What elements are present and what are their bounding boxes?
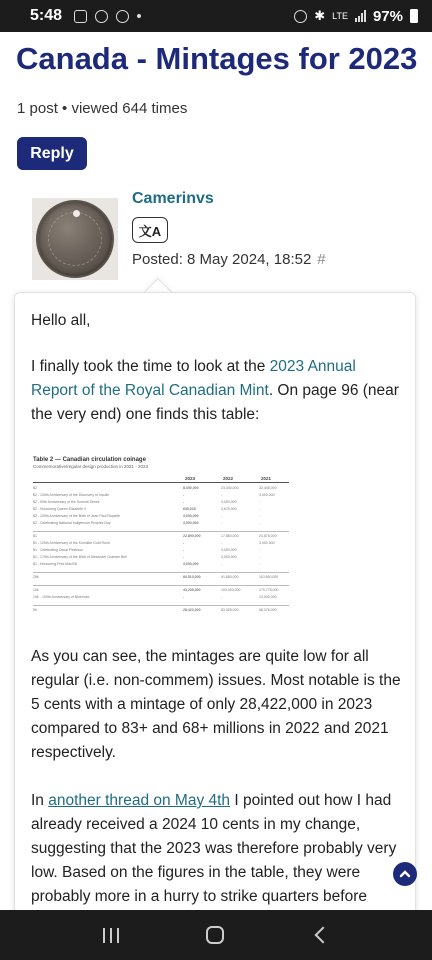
table-cell: 17,884,000 — [221, 534, 239, 538]
table-row — [33, 507, 289, 512]
reply-button[interactable]: Reply — [17, 137, 87, 170]
permalink[interactable]: # — [317, 251, 326, 268]
table-row — [33, 575, 289, 580]
home-button[interactable] — [206, 926, 224, 944]
table-row — [33, 588, 289, 593]
table-row-label: $2 - Honouring Queen Elizabeth II — [33, 507, 86, 511]
table-cell: 91,680,000 — [221, 575, 239, 579]
table-row-label: $2 - 100th Anniversary of the Birth of Jean Paul Riopelle — [33, 514, 120, 518]
instagram-notification-icon — [95, 10, 108, 23]
table-row — [33, 548, 289, 553]
scroll-to-top-button[interactable] — [393, 862, 417, 886]
topic-stats: 1 post • viewed 644 times — [17, 100, 188, 117]
post-timestamp — [132, 251, 326, 268]
p1-text-after: . On page 96 (near the very end) one finds this table: — [31, 382, 399, 424]
table-cell: - — [221, 562, 223, 566]
author-name[interactable]: Camerinvs — [132, 190, 214, 207]
table-cell: - — [259, 500, 261, 504]
table-row-label: $2 — [33, 486, 37, 490]
table-cell: - — [259, 507, 261, 511]
table-cell: 630,025 — [183, 507, 196, 511]
p1-text-before: I finally took the time to look at the — [31, 358, 270, 375]
table-subtitle: Commemorative/regular design production in 2021 - 2023 — [33, 464, 149, 469]
table-cell: - — [183, 500, 185, 504]
table-row — [33, 534, 289, 539]
table-row-label: $2 - Celebrating National Indigenous Peoples Day — [33, 521, 111, 525]
table-row — [33, 608, 289, 613]
table-cell: 3,000,000 — [183, 521, 199, 525]
table-row — [33, 595, 289, 600]
table-cell: 3,675,000 — [221, 507, 237, 511]
table-cell: - — [221, 493, 223, 497]
table-cell: - — [221, 541, 223, 545]
p3-text-before: In — [31, 792, 49, 809]
coin-ring — [48, 212, 102, 266]
mintage-table-image[interactable] — [33, 449, 289, 627]
bluetooth-icon: ✱ — [314, 8, 326, 23]
back-button[interactable] — [314, 927, 331, 944]
table-cell: 3,000,000 — [259, 541, 275, 545]
post-paragraph-1 — [31, 355, 403, 427]
table-row — [33, 493, 289, 498]
table-header-2021: 2021 — [261, 476, 272, 481]
page-title: Canada - Mintages for 2023 — [16, 41, 418, 76]
table-cell: 28,422,000 — [183, 608, 201, 612]
table-header-2023: 2023 — [185, 476, 196, 481]
recent-apps-button[interactable] — [103, 928, 119, 943]
table-cell: - — [259, 548, 261, 552]
post-body — [14, 292, 416, 932]
table-separator — [33, 531, 289, 532]
table-cell: 80,510,000 — [183, 575, 201, 579]
table-cell: - — [183, 541, 185, 545]
table-cell: 43,205,000 — [183, 588, 201, 592]
table-cell: 83,328,000 — [221, 608, 239, 612]
table-separator — [33, 605, 289, 606]
table-row-label: $1 - 175th Anniversary of the Birth of Alexander Graham Bell — [33, 555, 127, 559]
table-row-label: 5¢ — [33, 608, 37, 612]
table-cell: 110,560,000 — [259, 575, 279, 579]
battery-icon — [410, 9, 418, 23]
another-thread-link[interactable]: another thread on May 4th — [48, 792, 231, 809]
table-cell: - — [259, 555, 261, 559]
table-cell: - — [221, 514, 223, 518]
alarm-icon — [294, 10, 307, 23]
translate-button[interactable] — [132, 217, 168, 243]
status-bar — [0, 0, 432, 32]
chevron-up-icon — [399, 868, 411, 880]
system-nav-bar — [0, 910, 432, 960]
table-header-2022: 2022 — [223, 476, 234, 481]
table-cell: 13,000,000 — [259, 595, 277, 599]
table-separator — [33, 585, 289, 586]
battery-percentage: 97% — [372, 7, 403, 25]
table-cell: - — [183, 555, 185, 559]
more-notifications-icon — [137, 14, 141, 18]
coin-hole — [73, 210, 80, 217]
annual-report-link[interactable]: 2023 Annual Report of the Royal Canadian Mint — [31, 358, 356, 400]
table-cell: 24,875,000 — [259, 534, 277, 538]
gallery-notification-icon — [74, 10, 87, 23]
table-cell: 3,000,000 — [221, 548, 237, 552]
table-cell: - — [259, 521, 261, 525]
table-cell: - — [221, 595, 223, 599]
table-row-label: $2 - 50th Anniversary of the Summit Series — [33, 500, 100, 504]
table-row-label: $1 — [33, 534, 37, 538]
table-cell: 3,000,000 — [259, 493, 275, 497]
table-cell: 3,000,000 — [221, 500, 237, 504]
table-row — [33, 555, 289, 560]
signal-icon — [355, 10, 366, 22]
table-cell: 3,000,000 — [183, 514, 199, 518]
table-row — [33, 521, 289, 526]
table-cell: 103,400,000 — [221, 588, 241, 592]
table-cell: - — [259, 562, 261, 566]
p3-text-after: I pointed out how I had already received a 2024 10 cents in my change, suggesting that the 2023 was therefore probably very low. Based on the figures in the table, they were probably more in a hurry to strike quarters before — [31, 792, 397, 906]
translate-icon: 文A — [138, 223, 162, 239]
avatar[interactable] — [36, 200, 114, 278]
table-row — [33, 541, 289, 546]
table-cell: - — [183, 595, 185, 599]
status-time: 5:48 — [30, 7, 63, 24]
table-cell: 3,000,000 — [221, 555, 237, 559]
table-row-label: $1 - 125th Anniversary of the Klondike Gold Rush — [33, 541, 110, 545]
table-header — [33, 475, 289, 483]
post-greeting: Hello all, — [31, 312, 91, 329]
table-cell: - — [183, 548, 185, 552]
posted-date: Posted: 8 May 2024, 18:52 — [132, 251, 312, 268]
table-cell: 68,376,000 — [259, 608, 277, 612]
table-cell: 8,300,000 — [183, 486, 199, 490]
post-paragraph-3 — [31, 789, 403, 909]
network-type: LTE — [332, 11, 348, 21]
table-cell: - — [183, 493, 185, 497]
table-cell: 32,445,000 — [259, 486, 277, 490]
table-row-label: 25¢ — [33, 575, 39, 579]
table-row-label: $1 - Celebrating Oscar Peterson — [33, 548, 84, 552]
table-cell: 170,775,000 — [259, 588, 279, 592]
table-row — [33, 500, 289, 505]
table-row-label: 10¢ — [33, 588, 39, 592]
table-row-label: $1 - Honouring Fred MacGill — [33, 562, 77, 566]
table-cell: 22,890,000 — [183, 534, 201, 538]
table-separator — [33, 572, 289, 573]
post-paragraph-2: As you can see, the mintages are quite low for all regular (i.e. non-commem) issues. Most notable is the 5 cents with a mintage of only 28,422,000 in 2023 compared to 83+ and 68+ millions in 2022 and 2021 respectively. — [31, 648, 401, 762]
table-cell: - — [259, 514, 261, 518]
table-row — [33, 486, 289, 491]
table-row-label: 10¢ - 100th Anniversary of Bluenose — [33, 595, 90, 599]
wifi-calling-icon — [116, 10, 129, 23]
table-row — [33, 514, 289, 519]
table-row — [33, 562, 289, 567]
table-row-label: $2 - 100th Anniversary of the Discovery of Insulin — [33, 493, 110, 497]
table-cell: - — [221, 521, 223, 525]
table-title: Table 2 — Canadian circulation coinage — [33, 457, 146, 463]
table-cell: 3,000,000 — [183, 562, 199, 566]
table-cell: 23,340,000 — [221, 486, 239, 490]
